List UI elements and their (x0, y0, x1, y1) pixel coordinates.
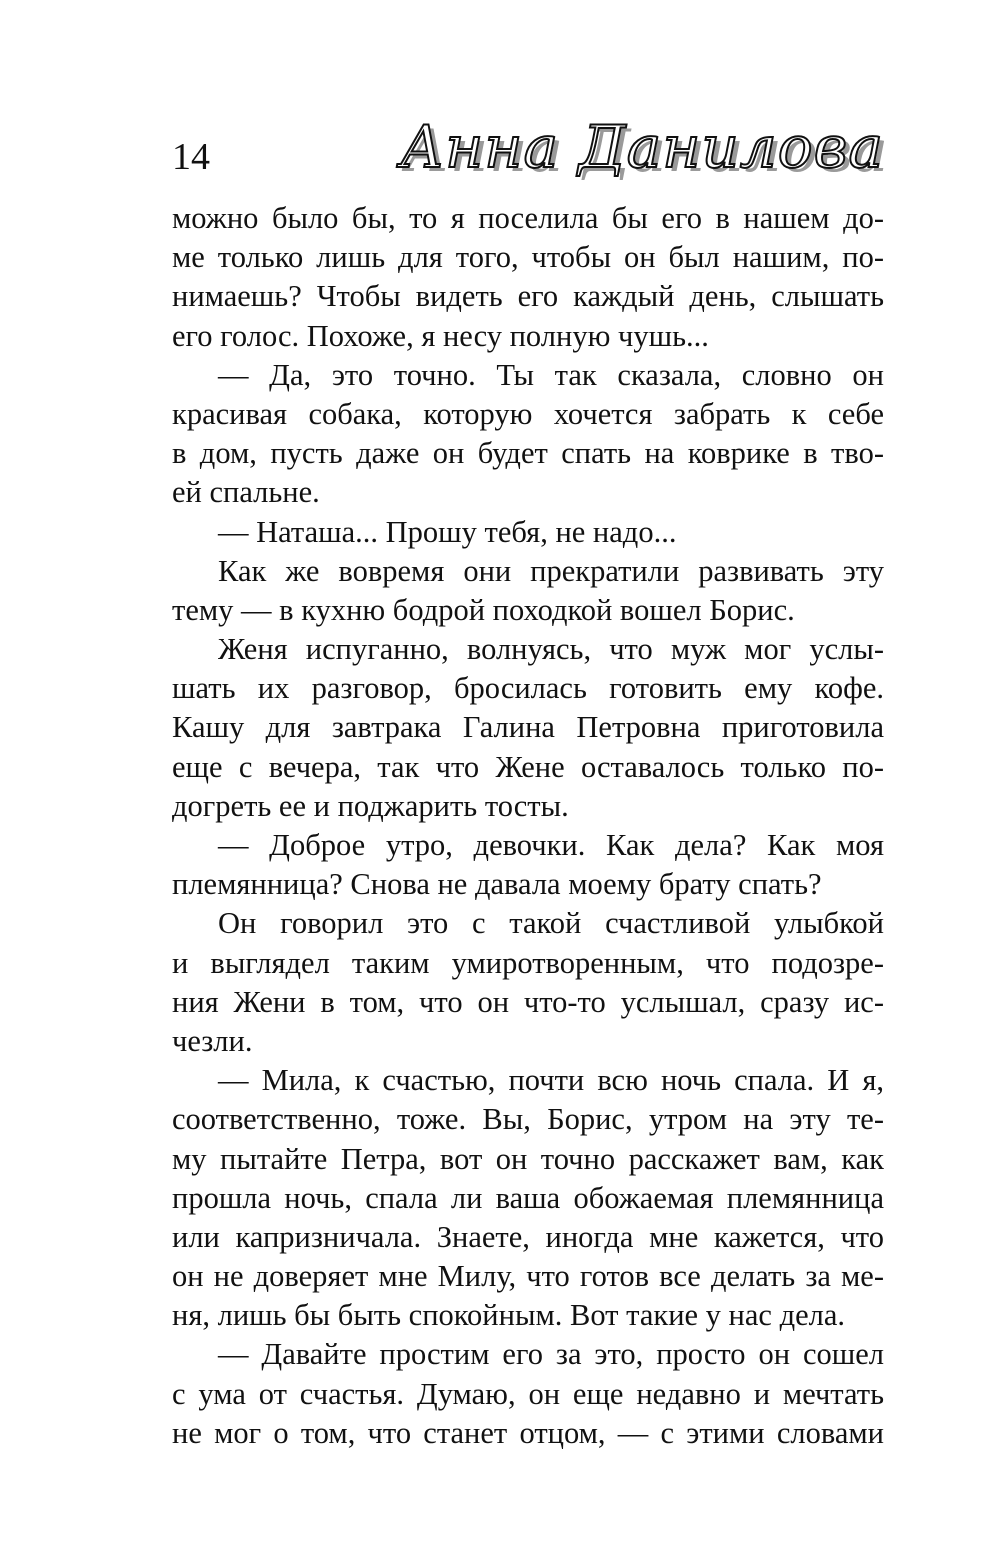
text-line: ния Жени в том, что он что-то услышал, сразу ис- (172, 984, 884, 1019)
text-line: чезли. (172, 1023, 253, 1058)
text-line: Женя испуганно, волнуясь, что муж мог услы- (218, 632, 884, 667)
text-line: шать их разговор, бросилась готовить ему кофе. (172, 671, 884, 706)
text-line: или капризничала. Знаете, иногда мне кажется, что (172, 1219, 884, 1254)
text-line: и выглядел таким умиротворенным, что подозре- (172, 945, 884, 980)
page-number: 14 (172, 136, 210, 178)
text-line: — Мила, к счастью, почти всю ночь спала. И я, (218, 1063, 884, 1098)
text-line: ей спальне. (172, 475, 320, 510)
text-line: племянница? Снова не давала моему брату спать? (172, 867, 822, 902)
text-line: Он говорил это с такой счастливой улыбкой (218, 906, 884, 941)
text-line: — Доброе утро, девочки. Как дела? Как моя (218, 828, 884, 862)
text-line: он не доверяет мне Милу, что готов все делать за ме- (172, 1259, 884, 1294)
text-line: Кашу для завтрака Галина Петровна приготовила (172, 710, 884, 745)
text-line: тему — в кухню бодрой походкой вошел Борис. (172, 592, 795, 627)
text-line: его голос. Похоже, я несу полную чушь... (172, 318, 709, 353)
text-line: му пытайте Петра, вот он точно расскажет вам, как (172, 1141, 884, 1176)
text-line: нимаешь? Чтобы видеть его каждый день, слышать (172, 279, 884, 314)
text-line: прошла ночь, спала ли ваша обожаемая племянница (172, 1180, 884, 1215)
text-line: — Да, это точно. Ты так сказала, словно он (218, 357, 884, 392)
text-line: — Наташа... Прошу тебя, не надо... (218, 514, 677, 549)
author-running-head: Анна Данилова (400, 113, 884, 181)
text-line: — Давайте простим его за это, просто он сошел (218, 1337, 884, 1372)
text-line: ме только лишь для того, чтобы он был нашим, по- (172, 240, 884, 275)
text-line: еще с вечера, так что Жене оставалось только по- (172, 749, 884, 784)
text-line: ня, лишь бы быть спокойным. Вот такие у нас дела. (172, 1298, 846, 1333)
text-line: Как же вовремя они прекратили развивать эту (218, 553, 884, 588)
text-line: не мог о том, что станет отцом, — с этими словами (172, 1415, 884, 1450)
text-line: догреть ее и поджарить тосты. (172, 788, 569, 823)
body-text (172, 199, 884, 1453)
text-line: соответственно, тоже. Вы, Борис, утром на эту те- (172, 1102, 884, 1137)
text-line: можно было бы, то я поселила бы его в нашем до- (172, 201, 884, 235)
text-line: в дом, пусть даже он будет спать на коврике в тво- (172, 436, 884, 471)
text-line: красивая собака, которую хочется забрать к себе (172, 396, 884, 431)
text-line: с ума от счастья. Думаю, он еще недавно и мечтать (172, 1376, 884, 1411)
